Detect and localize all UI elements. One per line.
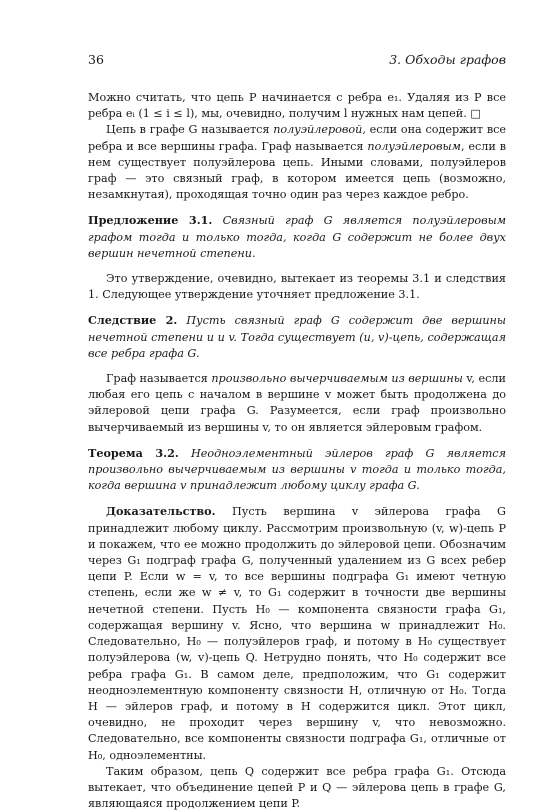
proposition-text: Связный граф G является полуэйлеровым графом тогда и только тогда, когда G содержит не более двух вершин нечетной степени. <box>88 214 506 260</box>
proposition-label: Предложение 3.1. <box>88 213 213 228</box>
paragraph-remark: Это утверждение, очевидно, вытекает из теоремы 3.1 и следствия 1. Следующее утверждение уточняет предложение 3.1. <box>88 272 506 302</box>
proof <box>88 503 506 763</box>
theorem-text: Неодноэлементный эйлеров граф G является произвольно вычерчиваемым из вершины v тогда и только тогда, когда вершина v принадлежит любому циклу графа G. <box>88 446 506 493</box>
term-semi-eulerian-graph: полуэйлеровым <box>367 139 461 153</box>
page-number: 36 <box>88 52 104 67</box>
section-title: 3. Обходы графов <box>389 52 506 67</box>
proof-text: Пусть вершина v эйлерова графа G принадлежит любому циклу. Рассмотрим произвольную (v, w)-цепь P и покажем, что ее можно продолжить до эйлеровой цепи. Обозначим через G₁ подграф графа G, полученный удалением из G всех ребер цепи P. Если w = v, то все вершины подграфа G₁ имеют четную степень, если же w ≠ v, то G₁ содержит в точности две вершины нечетной степени. Пусть H₀ — компонента связности графа G₁, содержащая вершину v. Ясно, что вершина w принадлежит H₀. Следовательно, H₀ — полуэйлеров граф, и потому в H₀ существует полуэйлерова (w, v)-цепь Q. Нетрудно понять, что H₀ содержит все ребра графа G₁. В самом деле, предположим, что G₁ содержит неодноэлементную компоненту связности H, отличную от H₀. Тогда H — эйлеров граф, и потому в H содержится цикл. Этот цикл, очевидно, не проходит через вершину v, что невозможно. Следовательно, все компоненты связности подграфа G₁, отличные от H₀, одноэлементны. <box>88 505 506 762</box>
term-semi-eulerian-chain: полуэйлеровой <box>273 123 363 137</box>
theorem-3-2 <box>88 445 506 495</box>
text-run: Граф называется <box>106 372 212 386</box>
text-run: , если в нем существует полуэйлерова цепь. Иными словами, полуэйлеров граф — это связный граф, в котором имеется цепь (возможно, незамкнутая), проходящая точно один раз через каждое ребро. <box>88 139 507 202</box>
corollary-label: Следствие 2. <box>88 313 178 328</box>
paragraph-definition-arbitrarily-traceable <box>88 371 506 436</box>
corollary-2 <box>88 312 506 362</box>
text-run: , если она содержит все ребра и все вершины графа. Граф называется <box>88 123 507 153</box>
page-body <box>88 90 506 812</box>
paragraph-intro: Можно считать, что цепь P начинается с ребра e₁. Удаляя из P все ребра eᵢ (1 ≤ i ≤ l), мы, очевидно, получим l нужных нам цепей. □ <box>88 91 506 121</box>
theorem-label: Теорема 3.2. <box>88 445 179 460</box>
term-arbitrarily-traceable: произвольно вычерчиваемым из вершины <box>211 372 463 386</box>
running-header <box>88 52 506 70</box>
paragraph-conclusion: Таким образом, цепь Q содержит все ребра графа G₁. Отсюда вытекает, что объединение цепей P и Q — эйлерова цепь в графе G, являющаяся продолжением цепи P. <box>88 764 506 811</box>
proposition-3-1 <box>88 212 506 262</box>
corollary-text: Пусть связный граф G содержит две вершины нечетной степени u и v. Тогда существует (u, v)-цепь, содержащая все ребра графа G. <box>88 314 507 360</box>
proof-label: Доказательство. <box>106 504 216 519</box>
page <box>88 52 506 812</box>
paragraph-definition-semi-eulerian <box>88 122 506 203</box>
text-run: v, если любая его цепь с началом в вершине v может быть продолжена до эйлеровой цепи графа G. Разумеется, если граф произвольно вычерчиваемый из вершины v, то он является эйлеровым графом. <box>88 372 506 434</box>
text-run: Цепь в графе G называется <box>106 123 274 137</box>
